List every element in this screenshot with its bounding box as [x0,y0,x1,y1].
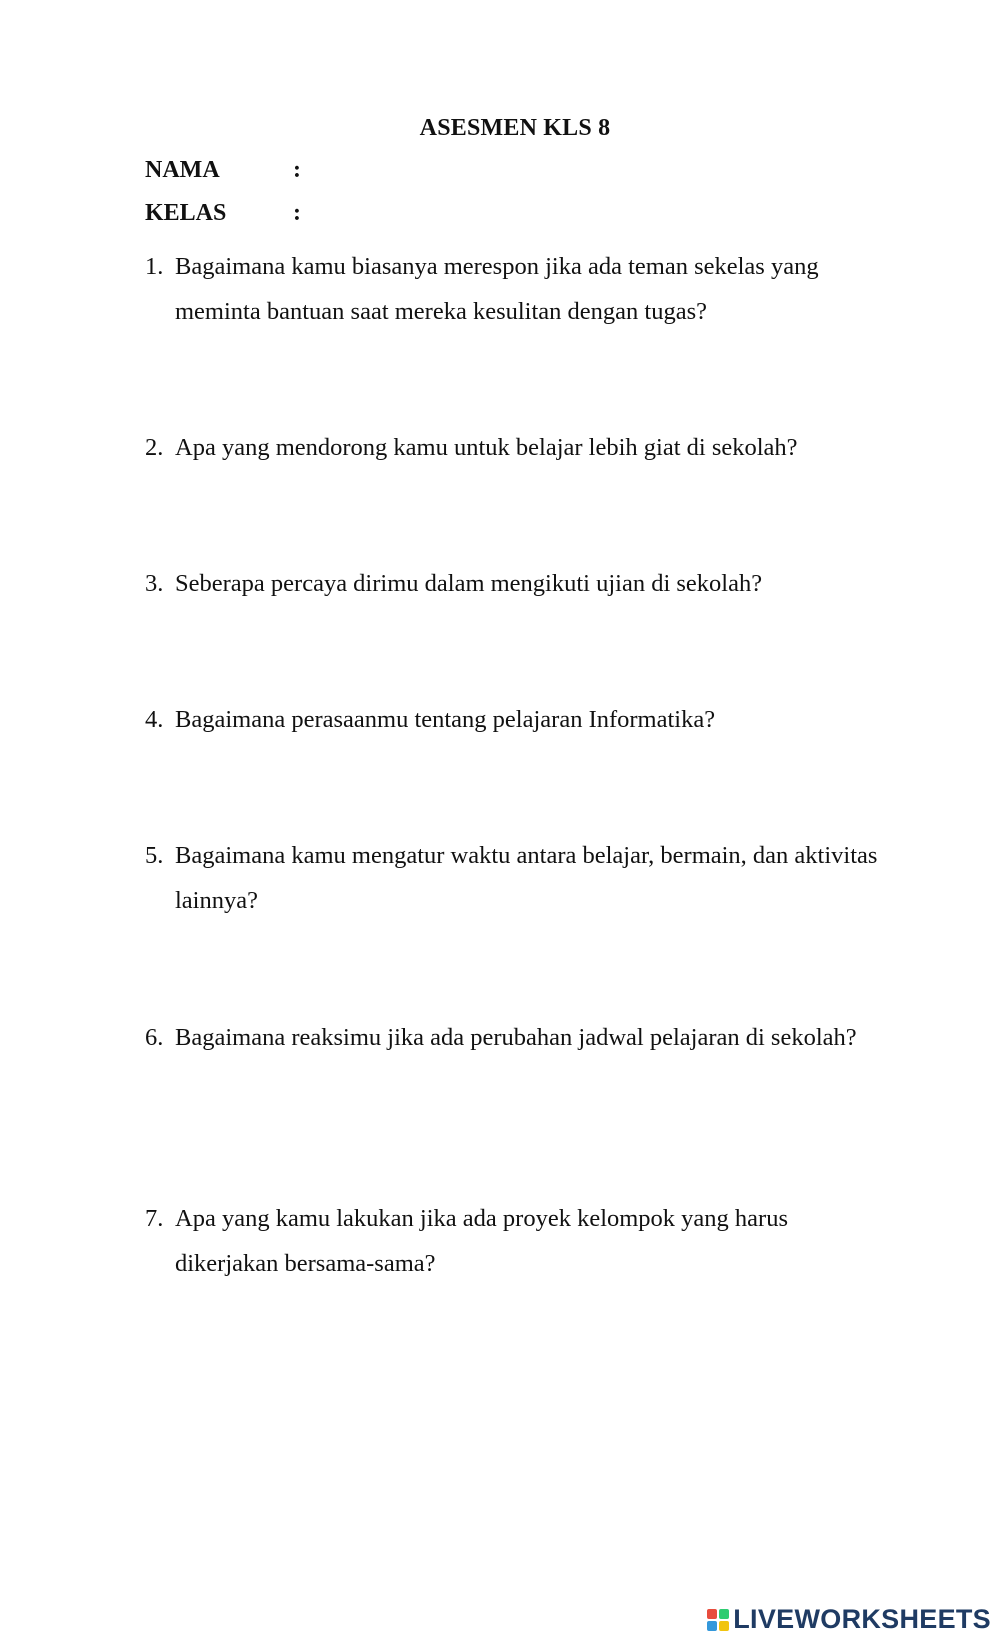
question-1 [145,244,885,334]
question-number: 2. [145,434,164,461]
question-text: Bagaimana kamu biasanya merespon jika ada teman sekelas yang meminta bantuan saat mereka kesulitan dengan tugas? [175,253,819,325]
question-text: Seberapa percaya dirimu dalam mengikuti ujian di sekolah? [175,570,763,597]
question-4 [145,697,885,742]
question-number: 5. [145,842,164,869]
question-5 [145,833,885,923]
question-2 [145,425,885,470]
name-colon: : [293,157,301,183]
question-3 [145,561,885,606]
liveworksheets-logo-icon [707,1609,729,1631]
class-field [145,200,301,227]
logo-square [719,1621,729,1631]
liveworksheets-watermark [707,1603,991,1634]
question-text: Bagaimana perasaanmu tentang pelajaran Informatika? [175,706,716,733]
question-text: Apa yang kamu lakukan jika ada proyek kelompok yang harus dikerjakan bersama-sama? [175,1205,789,1277]
question-number: 4. [145,706,164,733]
question-number: 6. [145,1024,164,1051]
question-number: 3. [145,570,164,597]
name-field [145,157,301,184]
watermark-text: LIVEWORKSHEETS [733,1603,991,1634]
page-title: ASESMEN KLS 8 [419,115,611,141]
question-number: 7. [145,1205,164,1232]
question-text: Bagaimana reaksimu jika ada perubahan jadwal pelajaran di sekolah? [175,1024,857,1051]
question-text: Apa yang mendorong kamu untuk belajar lebih giat di sekolah? [175,434,798,461]
logo-square [707,1621,717,1631]
class-colon: : [293,200,301,226]
question-text: Bagaimana kamu mengatur waktu antara belajar, bermain, dan aktivitas lainnya? [175,842,878,914]
name-label: NAMA [145,157,220,183]
logo-square [719,1609,729,1619]
logo-square [707,1609,717,1619]
question-6 [145,1015,885,1060]
question-number: 1. [145,253,164,280]
question-7 [145,1196,885,1286]
class-label: KELAS [145,200,227,226]
